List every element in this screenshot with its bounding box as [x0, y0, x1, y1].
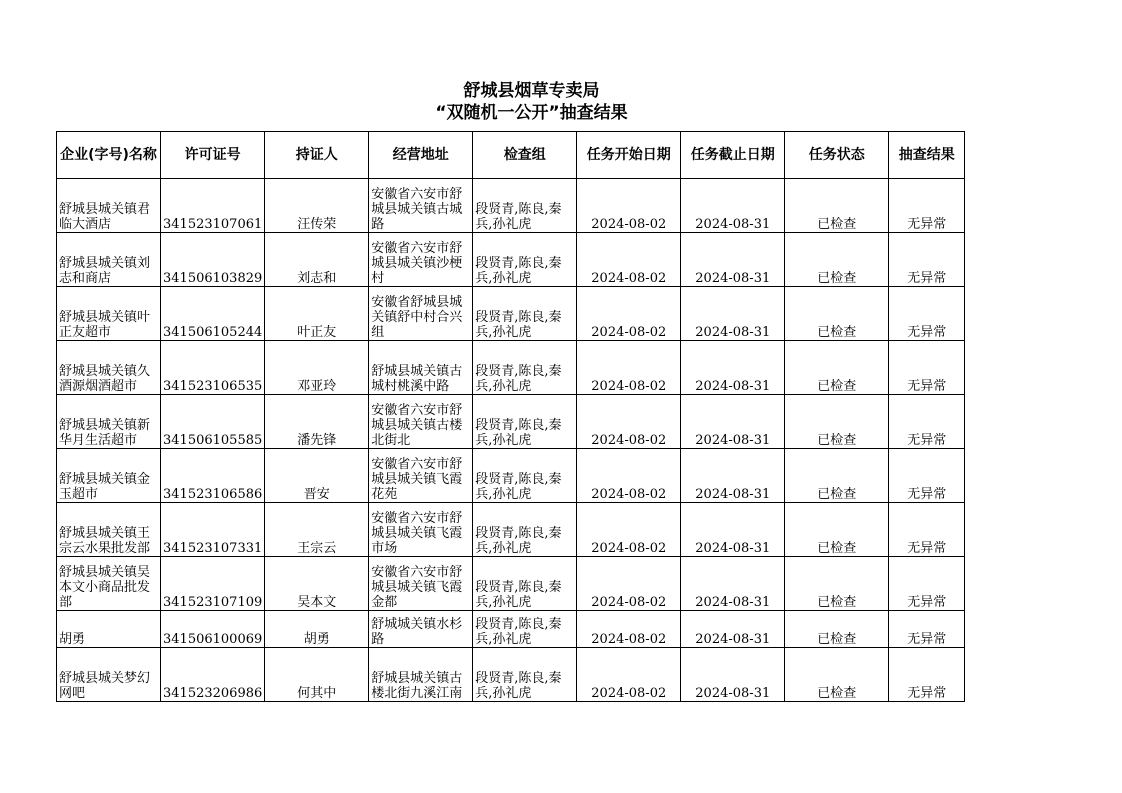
cell-status: 已检查 — [785, 287, 889, 341]
cell-start-date: 2024-08-02 — [577, 233, 681, 287]
cell-result: 无异常 — [889, 557, 965, 611]
table-row — [57, 287, 965, 341]
cell-license: 341506105585 — [161, 395, 265, 449]
table-row — [57, 395, 965, 449]
cell-license: 341523107061 — [161, 179, 265, 233]
cell-address: 安徽省六安市舒城县城关镇飞霞市场 — [369, 503, 473, 557]
column-header-address: 经营地址 — [369, 132, 473, 179]
table-row — [57, 179, 965, 233]
cell-license: 341523107331 — [161, 503, 265, 557]
cell-address: 舒城城关镇水杉路 — [369, 611, 473, 648]
table-row — [57, 648, 965, 702]
cell-result: 无异常 — [889, 395, 965, 449]
cell-status: 已检查 — [785, 611, 889, 648]
table-row — [57, 233, 965, 287]
cell-holder: 潘先锋 — [265, 395, 369, 449]
cell-result: 无异常 — [889, 648, 965, 702]
cell-holder: 王宗云 — [265, 503, 369, 557]
cell-start-date: 2024-08-02 — [577, 287, 681, 341]
cell-license: 341506100069 — [161, 611, 265, 648]
cell-status: 已检查 — [785, 179, 889, 233]
cell-name: 舒城县城关镇吴本文小商品批发部 — [57, 557, 161, 611]
cell-start-date: 2024-08-02 — [577, 557, 681, 611]
cell-start-date: 2024-08-02 — [577, 341, 681, 395]
cell-license: 341506105244 — [161, 287, 265, 341]
cell-holder: 汪传荣 — [265, 179, 369, 233]
title-line-1: 舒城县烟草专卖局 — [463, 81, 600, 101]
cell-holder: 吴本文 — [265, 557, 369, 611]
cell-status: 已检查 — [785, 449, 889, 503]
cell-result: 无异常 — [889, 233, 965, 287]
inspection-results-table — [56, 131, 965, 702]
cell-name: 舒城县城关镇金玉超市 — [57, 449, 161, 503]
cell-end-date: 2024-08-31 — [681, 179, 785, 233]
cell-name: 胡勇 — [57, 611, 161, 648]
cell-name: 舒城县城关镇刘志和商店 — [57, 233, 161, 287]
cell-start-date: 2024-08-02 — [577, 449, 681, 503]
cell-name: 舒城县城关镇新华月生活超市 — [57, 395, 161, 449]
cell-end-date: 2024-08-31 — [681, 395, 785, 449]
cell-address: 安徽省六安市舒城县城关镇古楼北街北 — [369, 395, 473, 449]
cell-status: 已检查 — [785, 557, 889, 611]
cell-name: 舒城县城关镇叶正友超市 — [57, 287, 161, 341]
cell-license: 341523106535 — [161, 341, 265, 395]
cell-holder: 叶正友 — [265, 287, 369, 341]
column-header-license: 许可证号 — [161, 132, 265, 179]
cell-result: 无异常 — [889, 503, 965, 557]
cell-end-date: 2024-08-31 — [681, 341, 785, 395]
cell-holder: 胡勇 — [265, 611, 369, 648]
cell-group: 段贤青,陈良,秦兵,孙礼虎 — [473, 648, 577, 702]
cell-status: 已检查 — [785, 233, 889, 287]
cell-name: 舒城县城关镇王宗云水果批发部 — [57, 503, 161, 557]
cell-end-date: 2024-08-31 — [681, 503, 785, 557]
cell-holder: 邓亚玲 — [265, 341, 369, 395]
column-header-result: 抽查结果 — [889, 132, 965, 179]
cell-address: 安徽省舒城县城关镇舒中村合兴组 — [369, 287, 473, 341]
cell-license: 341523106586 — [161, 449, 265, 503]
cell-group: 段贤青,陈良,秦兵,孙礼虎 — [473, 287, 577, 341]
cell-end-date: 2024-08-31 — [681, 648, 785, 702]
cell-status: 已检查 — [785, 395, 889, 449]
column-header-group: 检查组 — [473, 132, 577, 179]
cell-group: 段贤青,陈良,秦兵,孙礼虎 — [473, 611, 577, 648]
cell-address: 安徽省六安市舒城县城关镇沙梗村 — [369, 233, 473, 287]
cell-start-date: 2024-08-02 — [577, 648, 681, 702]
column-header-name: 企业(字号)名称 — [57, 132, 161, 179]
cell-address: 安徽省六安市舒城县城关镇古城路 — [369, 179, 473, 233]
cell-start-date: 2024-08-02 — [577, 611, 681, 648]
cell-address: 安徽省六安市舒城县城关镇飞霞花苑 — [369, 449, 473, 503]
cell-name: 舒城县城关梦幻网吧 — [57, 648, 161, 702]
cell-group: 段贤青,陈良,秦兵,孙礼虎 — [473, 179, 577, 233]
header-row — [57, 132, 965, 179]
table-row — [57, 557, 965, 611]
table-row — [57, 611, 965, 648]
title-line-2: “双随机一公开”抽查结果 — [435, 103, 628, 123]
cell-result: 无异常 — [889, 179, 965, 233]
cell-name: 舒城县城关镇君临大酒店 — [57, 179, 161, 233]
cell-status: 已检查 — [785, 503, 889, 557]
cell-license: 341523206986 — [161, 648, 265, 702]
cell-license: 341506103829 — [161, 233, 265, 287]
cell-result: 无异常 — [889, 287, 965, 341]
cell-start-date: 2024-08-02 — [577, 179, 681, 233]
cell-end-date: 2024-08-31 — [681, 611, 785, 648]
cell-start-date: 2024-08-02 — [577, 395, 681, 449]
cell-group: 段贤青,陈良,秦兵,孙礼虎 — [473, 503, 577, 557]
cell-end-date: 2024-08-31 — [681, 287, 785, 341]
cell-group: 段贤青,陈良,秦兵,孙礼虎 — [473, 449, 577, 503]
cell-status: 已检查 — [785, 648, 889, 702]
cell-name: 舒城县城关镇久酒源烟酒超市 — [57, 341, 161, 395]
cell-result: 无异常 — [889, 611, 965, 648]
cell-result: 无异常 — [889, 341, 965, 395]
cell-holder: 何其中 — [265, 648, 369, 702]
table-row — [57, 449, 965, 503]
cell-end-date: 2024-08-31 — [681, 557, 785, 611]
cell-holder: 晋安 — [265, 449, 369, 503]
cell-address: 安徽省六安市舒城县城关镇飞霞金都 — [369, 557, 473, 611]
cell-address: 舒城县城关镇古楼北街九溪江南 — [369, 648, 473, 702]
table-row — [57, 341, 965, 395]
table-row — [57, 503, 965, 557]
column-header-start-date: 任务开始日期 — [577, 132, 681, 179]
cell-license: 341523107109 — [161, 557, 265, 611]
cell-start-date: 2024-08-02 — [577, 503, 681, 557]
cell-group: 段贤青,陈良,秦兵,孙礼虎 — [473, 233, 577, 287]
cell-group: 段贤青,陈良,秦兵,孙礼虎 — [473, 557, 577, 611]
cell-group: 段贤青,陈良,秦兵,孙礼虎 — [473, 341, 577, 395]
column-header-status: 任务状态 — [785, 132, 889, 179]
cell-end-date: 2024-08-31 — [681, 449, 785, 503]
cell-status: 已检查 — [785, 341, 889, 395]
cell-holder: 刘志和 — [265, 233, 369, 287]
cell-address: 舒城县城关镇古城村桃溪中路 — [369, 341, 473, 395]
cell-result: 无异常 — [889, 449, 965, 503]
column-header-holder: 持证人 — [265, 132, 369, 179]
cell-end-date: 2024-08-31 — [681, 233, 785, 287]
document-title — [0, 80, 1063, 124]
cell-group: 段贤青,陈良,秦兵,孙礼虎 — [473, 395, 577, 449]
column-header-end-date: 任务截止日期 — [681, 132, 785, 179]
